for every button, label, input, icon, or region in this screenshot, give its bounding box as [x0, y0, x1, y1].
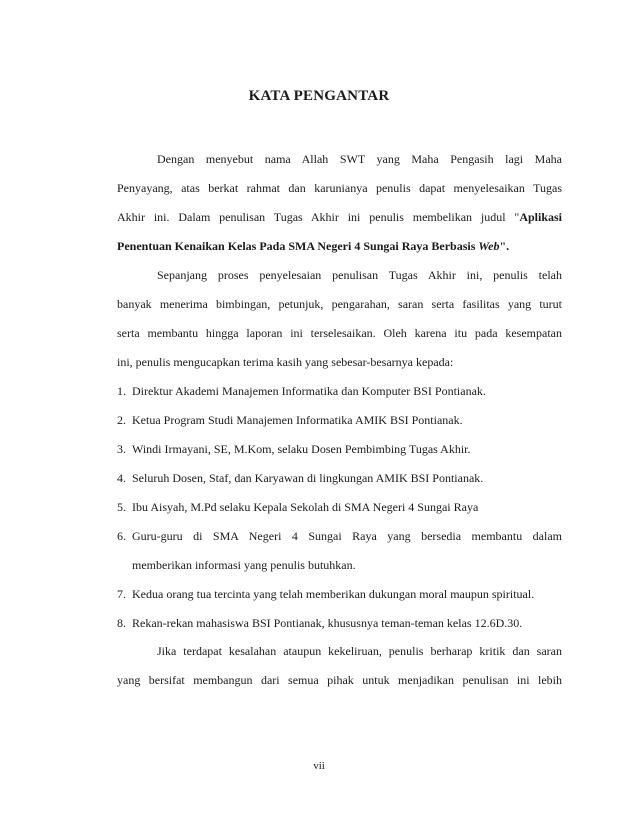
paragraph-line: Jika terdapat kesalahan ataupun kekeliruan, penulis berharap kritik dan saran — [157, 644, 562, 658]
list-text-continued: memberikan informasi yang penulis butuhkan. — [132, 558, 356, 572]
list-number: 8. — [117, 616, 126, 630]
page-number: vii — [313, 760, 325, 772]
paragraph-line: yang bersifat membangun dari semua pihak untuk menjadikan penulisan ini lebih — [117, 673, 562, 687]
list-text: Seluruh Dosen, Staf, dan Karyawan di lingkungan AMIK BSI Pontianak. — [132, 471, 484, 485]
paragraph-thanks — [117, 261, 562, 377]
list-text: Kedua orang tua tercinta yang telah memberikan dukungan moral maupun spiritual. — [132, 587, 535, 601]
thesis-title-start: Aplikasi — [519, 210, 562, 224]
thesis-title-web: Web — [478, 239, 500, 253]
list-number: 3. — [117, 442, 126, 456]
thesis-title: Penentuan Kenaikan Kelas Pada SMA Negeri 4 Sungai Raya Berbasis — [117, 239, 479, 253]
paragraph-line: Dengan menyebut nama Allah SWT yang Maha Pengasih lagi Maha — [157, 152, 562, 166]
acknowledgement-list — [117, 377, 562, 638]
list-text: Rekan-rekan mahasiswa BSI Pontianak, khususnya teman-teman kelas 12.6D.30. — [132, 616, 523, 630]
list-item — [117, 609, 562, 638]
list-item — [117, 406, 562, 435]
list-item — [117, 522, 562, 580]
list-number: 5. — [117, 500, 126, 514]
paragraph-line — [117, 232, 562, 261]
paragraph-closing — [117, 637, 562, 695]
paragraph-line: Sepanjang proses penyelesaian penulisan Tugas Akhir ini, penulis telah — [157, 268, 562, 282]
list-number: 7. — [117, 587, 126, 601]
list-text: Direktur Akademi Manajemen Informatika dan Komputer BSI Pontianak. — [132, 384, 486, 398]
list-item — [117, 464, 562, 493]
paragraph-line: Penyayang, atas berkat rahmat dan karunianya penulis dapat menyelesaikan Tugas — [117, 181, 562, 195]
list-item — [117, 435, 562, 464]
paragraph-text: Akhir ini. Dalam penulisan Tugas Akhir ini penulis membelikan judul " — [117, 210, 520, 224]
list-text: Ketua Program Studi Manajemen Informatika AMIK BSI Pontianak. — [132, 413, 463, 427]
paragraph-line: banyak menerima bimbingan, petunjuk, pengarahan, saran serta fasilitas yang turut — [117, 297, 562, 311]
list-number: 6. — [117, 529, 126, 543]
list-text: Ibu Aisyah, M.Pd selaku Kepala Sekolah di SMA Negeri 4 Sungai Raya — [132, 500, 479, 514]
list-text: Windi Irmayani, SE, M.Kom, selaku Dosen Pembimbing Tugas Akhir. — [132, 442, 471, 456]
paragraph-line: ini, penulis mengucapkan terima kasih yang sebesar-besarnya kepada: — [117, 355, 454, 369]
paragraph-line — [117, 203, 562, 232]
paragraph-intro — [117, 145, 562, 261]
thesis-title-end: ". — [499, 239, 510, 253]
list-item — [117, 580, 562, 609]
list-item — [117, 377, 562, 406]
list-number: 2. — [117, 413, 126, 427]
list-item — [117, 493, 562, 522]
page-title: KATA PENGANTAR — [248, 88, 390, 104]
list-number: 4. — [117, 471, 126, 485]
paragraph-line: serta membantu hingga laporan ini terselesaikan. Oleh karena itu pada kesempatan — [117, 326, 562, 340]
list-number: 1. — [117, 384, 126, 398]
list-text: Guru-guru di SMA Negeri 4 Sungai Raya yang bersedia membantu dalam — [132, 529, 562, 543]
